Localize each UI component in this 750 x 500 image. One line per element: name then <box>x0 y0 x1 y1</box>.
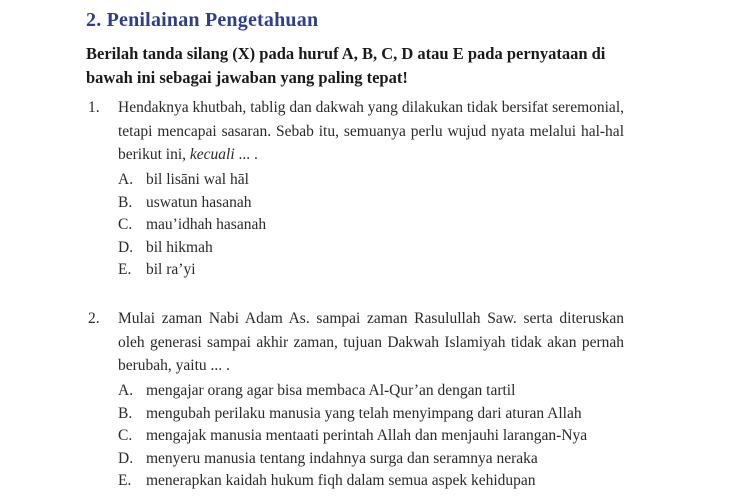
option-2d[interactable] <box>118 448 587 471</box>
option-text: bil ra’yi <box>146 261 196 278</box>
option-text: mau’idhah hasanah <box>146 216 267 233</box>
question-1-stem: Hendaknya khutbah, tablig dan dakwah yang dilakukan tidak bersifat seremonial, tetapi mencapai sasaran. Sebab itu, semuanya perlu wujud nyata melalui hal-hal berikut ini, <box>118 99 624 163</box>
option-letter: B. <box>118 193 133 211</box>
option-1c[interactable] <box>118 214 266 237</box>
option-text: menerapkan kaidah hukum fiqh dalam semua aspek kehidupan <box>146 472 536 489</box>
option-letter: E. <box>118 261 132 278</box>
section-number: 2. <box>86 9 102 31</box>
option-1b[interactable] <box>118 192 266 215</box>
option-letter: C. <box>118 216 133 233</box>
option-text: mengajak manusia mentaati perintah Allah dan menjauhi larangan-Nya <box>146 427 588 444</box>
option-2e[interactable] <box>118 470 587 493</box>
option-letter: B. <box>118 404 133 422</box>
section-heading <box>86 9 318 32</box>
question-1-emphasis: kecuali <box>189 146 235 163</box>
option-text: mengajar orang agar bisa membaca Al-Qur’an dengan tartil <box>146 382 516 399</box>
option-text: uswatun hasanah <box>146 193 252 211</box>
option-text: mengubah perilaku manusia yang telah menyimpang dari aturan Allah <box>146 404 582 422</box>
option-letter: D. <box>118 238 134 256</box>
option-letter: A. <box>118 382 134 399</box>
option-1d[interactable] <box>118 237 266 260</box>
question-1-text <box>118 96 624 167</box>
option-text: bil lisāni wal hāl <box>146 171 249 188</box>
question-2-text: Mulai zaman Nabi Adam As. sampai zaman Rasulullah Saw. serta diteruskan oleh generasi sampai akhir zaman, tujuan Dakwah Islamiyah tidak akan pernah berubah, yaitu ... . <box>118 310 624 374</box>
option-2a[interactable] <box>118 380 587 403</box>
option-letter: C. <box>118 427 133 444</box>
instruction-text: Berilah tanda silang (X) pada huruf A, B, C, D atau E pada pernyataan di bawah ini sebagai jawaban yang paling tepat! <box>86 44 606 87</box>
question-2-number: 2. <box>88 310 100 327</box>
option-letter: E. <box>118 472 132 489</box>
option-letter: A. <box>118 171 134 188</box>
question-1-number: 1. <box>88 99 100 116</box>
option-2c[interactable] <box>118 425 587 448</box>
question-1-suffix: ... . <box>234 146 258 163</box>
option-letter: D. <box>118 449 134 467</box>
section-title: Penilainan Pengetahuan <box>106 9 319 31</box>
option-1e[interactable] <box>118 259 266 282</box>
question-2-options <box>118 380 587 493</box>
option-text: bil hikmah <box>146 238 213 256</box>
option-2b[interactable] <box>118 403 587 426</box>
option-1a[interactable] <box>118 169 266 192</box>
question-1-options <box>118 169 266 282</box>
option-text: menyeru manusia tentang indahnya surga dan seramnya neraka <box>146 449 538 467</box>
